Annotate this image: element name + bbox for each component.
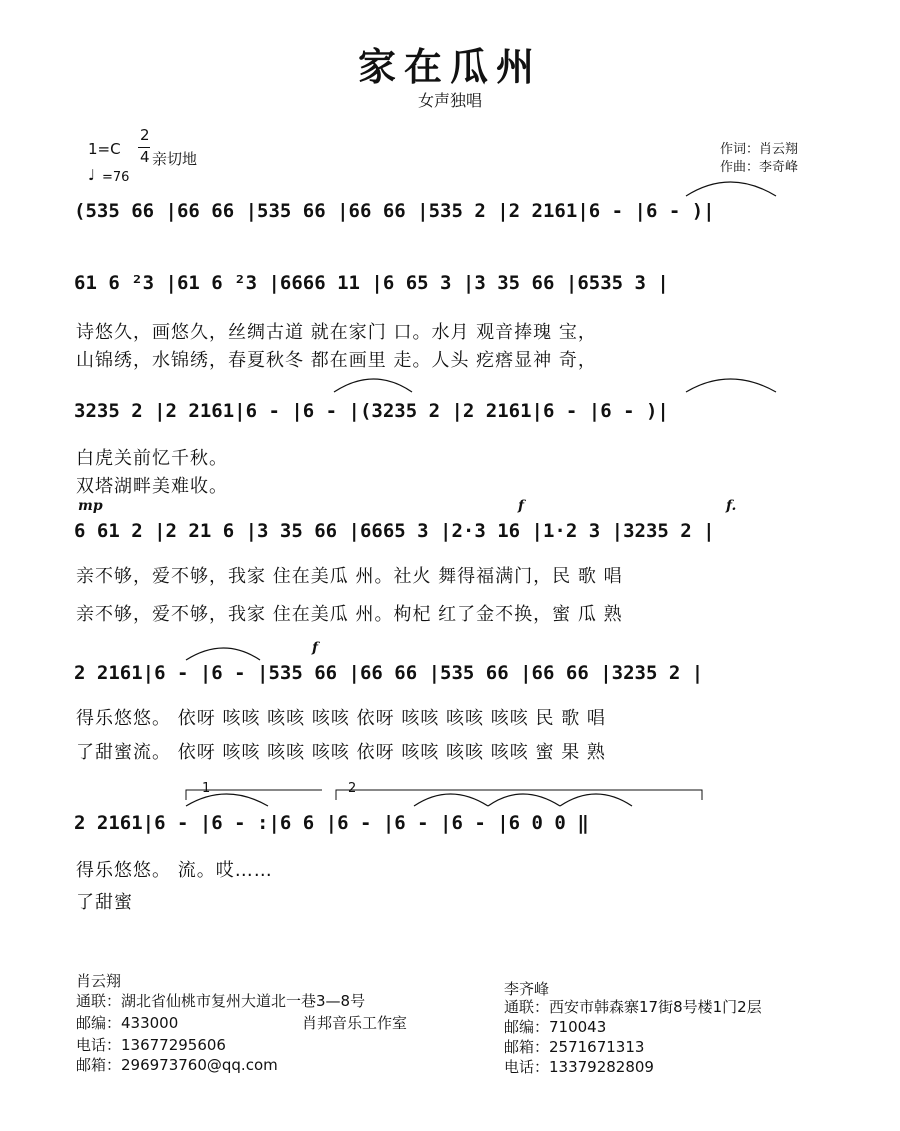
lyric-line: 诗悠久，画悠久，丝绸古道 就在家门 口。水月 观音捧瑰 宝，: [76, 322, 597, 343]
lyric-line: 亲不够，爱不够，我家 住在美瓜 州。社火 舞得福满门，民 歌 唱: [76, 566, 623, 587]
lyric-line: 得乐悠悠。 流。哎……: [76, 860, 273, 881]
footer-right-email: 邮箱：2571671313: [504, 1038, 645, 1056]
lyric-line: 亲不够，爱不够，我家 住在美瓜 州。枸杞 红了金不换，蜜 瓜 熟: [76, 604, 623, 625]
lyric-line: 了甜蜜: [76, 892, 133, 913]
notation-line: 2 2161|6 - |6 - |535 66 |66 66 |535 66 |66 66 |3235 2 |: [74, 662, 704, 684]
dynamic-mp: mp: [78, 498, 103, 514]
dynamic-f: f.: [726, 498, 737, 514]
notation-line: 61 6 ²3 |61 6 ²3 |6666 11 |6 65 3 |3 35 66 |6535 3 |: [74, 272, 669, 294]
composer-credit: 作曲：李奇峰: [720, 160, 799, 175]
footer-right-postcode: 邮编：710043: [504, 1018, 607, 1036]
footer-left-name: 肖云翔: [76, 972, 122, 990]
notation-line: 2 2161|6 - |6 - :|6 6 |6 - |6 - |6 - |6 0 0 ‖: [74, 812, 589, 834]
footer-right-phone: 电话：13379282809: [504, 1058, 654, 1076]
lyric-line: 白虎关前忆千秋。: [76, 448, 228, 469]
song-title: 家在瓜州: [357, 45, 542, 89]
footer-left-address: 通联：湖北省仙桃市复州大道北一巷3—8号: [76, 992, 366, 1010]
lyricist-credit: 作词：肖云翔: [720, 142, 799, 157]
quarter-note-icon: ♩: [88, 166, 96, 184]
volta-2-label: 2: [348, 781, 357, 796]
lyric-line: 得乐悠悠。 依呀 咳咳 咳咳 咳咳 依呀 咳咳 咳咳 咳咳 民 歌 唱: [76, 708, 606, 729]
footer-left-phone: 电话：13677295606: [76, 1036, 226, 1054]
footer-left-studio: 肖邦音乐工作室: [302, 1014, 408, 1032]
tempo-mark: =76: [102, 170, 130, 185]
dynamic-f: f: [312, 640, 319, 656]
volta-1-label: 1: [202, 781, 211, 796]
lyric-line: 了甜蜜流。 依呀 咳咳 咳咳 咳咳 依呀 咳咳 咳咳 咳咳 蜜 果 熟: [76, 742, 606, 763]
dynamic-f: f: [518, 498, 525, 514]
footer-right-address: 通联：西安市韩森寨17街8号楼1门2层: [504, 998, 762, 1016]
notation-line: 6 61 2 |2 21 6 |3 35 66 |6665 3 |2·3 16 |1·2 3 |3235 2 |: [74, 520, 715, 542]
lyric-line: 双塔湖畔美难收。: [76, 476, 228, 497]
key-signature: 1=C: [88, 140, 121, 158]
time-numerator: 2: [140, 126, 150, 144]
song-subtitle: 女声独唱: [417, 91, 482, 110]
footer-left-postcode: 邮编：433000: [76, 1014, 179, 1032]
footer-right-name: 李齐峰: [504, 980, 550, 998]
notation-line: (535 66 |66 66 |535 66 |66 66 |535 2 |2 2161|6 - |6 - )|: [74, 200, 715, 222]
notation-line: 3235 2 |2 2161|6 - |6 - |(3235 2 |2 2161|6 - |6 - )|: [74, 400, 669, 422]
lyric-line: 山锦绣，水锦绣，春夏秋冬 都在画里 走。人头 疙瘩显神 奇，: [76, 350, 597, 371]
expression-mark: 亲切地: [152, 150, 198, 168]
time-denominator: 4: [140, 148, 150, 166]
footer-left-email: 邮箱：296973760@qq.com: [76, 1056, 278, 1074]
